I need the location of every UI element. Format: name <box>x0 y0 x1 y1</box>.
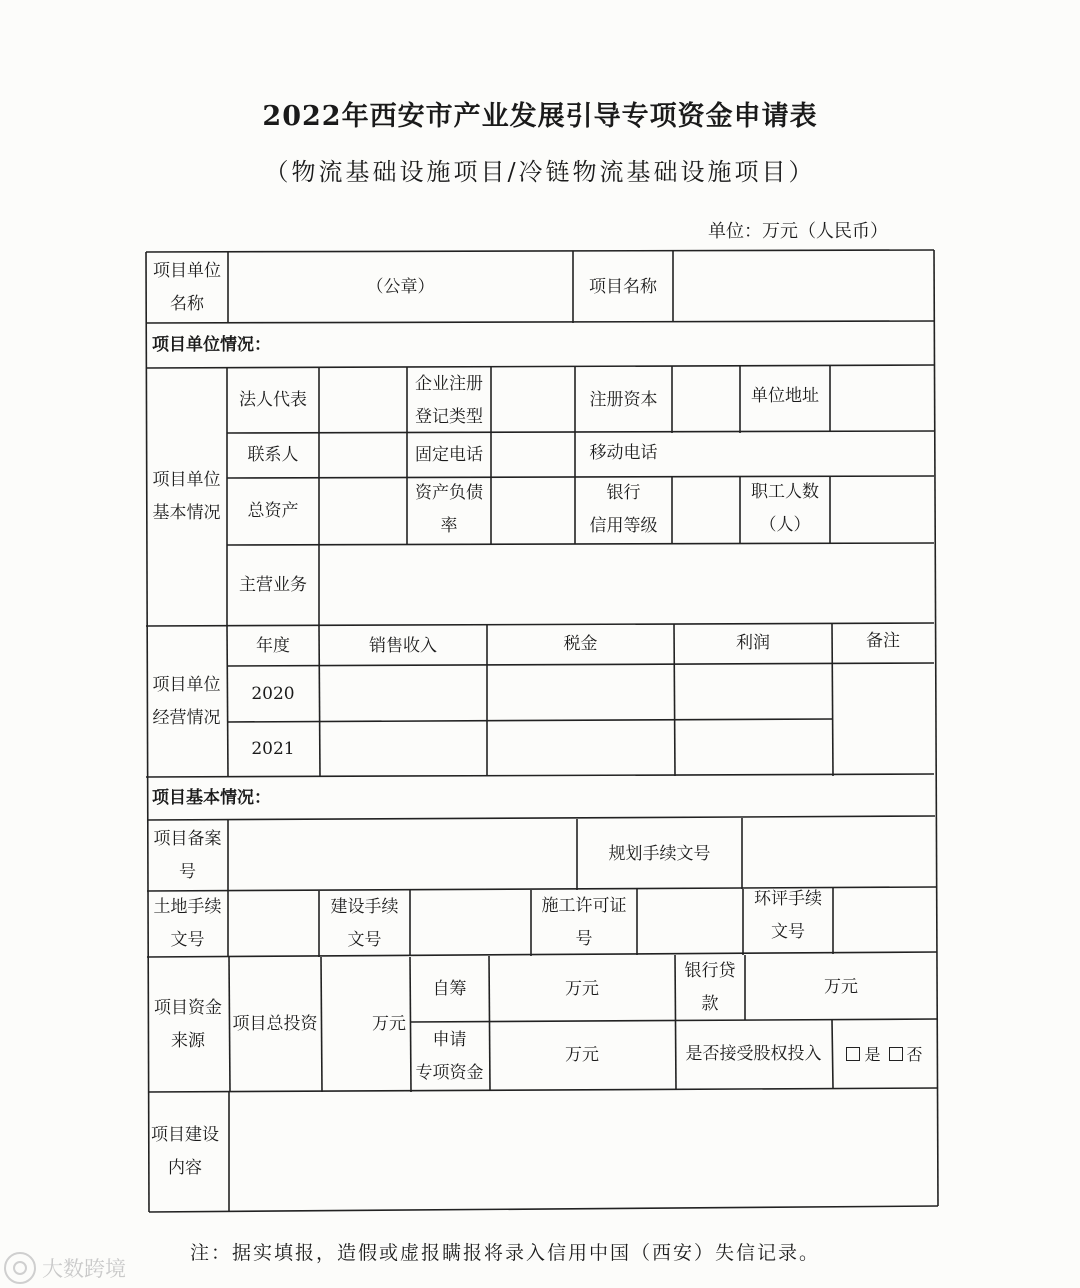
col-tax-header: 税金 <box>563 633 598 654</box>
contact-label: 联系人 <box>247 445 299 465</box>
mobile-label: 移动电话 <box>589 442 658 463</box>
planning-no-field[interactable] <box>742 818 935 888</box>
project-name-field[interactable] <box>673 252 934 322</box>
construction-no-label: 建设手续 文号 <box>330 897 399 950</box>
apply-fund-label: 申请 专项资金 <box>415 1030 484 1083</box>
content-field[interactable] <box>229 1092 938 1210</box>
credit-rating-field[interactable] <box>672 476 740 544</box>
tax-2021-field[interactable] <box>487 721 674 776</box>
contact-field[interactable] <box>319 433 407 478</box>
col-profit-header: 利润 <box>736 632 770 653</box>
construction-no-field[interactable] <box>410 890 531 956</box>
content-label: 项目建设 内容 <box>151 1125 219 1178</box>
land-no-label: 土地手续 文号 <box>153 897 222 950</box>
permit-no-label: 施工许可证 号 <box>541 896 627 949</box>
total-invest-unit: 万元 <box>372 1014 406 1034</box>
total-invest-label: 项目总投资 <box>232 1014 318 1034</box>
total-assets-field[interactable] <box>319 478 407 545</box>
equity-options <box>832 1020 937 1088</box>
bank-loan-label: 银行贷 款 <box>684 960 736 1014</box>
operations-label: 项目单位 经营情况 <box>152 674 221 728</box>
col-sales-header: 销售收入 <box>369 635 437 656</box>
page-title: 2022年西安市产业发展引导专项资金申请表 <box>262 101 818 132</box>
filing-no-field[interactable] <box>228 820 577 891</box>
option-no-label: 否 <box>906 1044 923 1064</box>
reg-type-field[interactable] <box>491 368 575 433</box>
reg-capital-label: 注册资本 <box>589 390 658 410</box>
main-business-field[interactable] <box>319 545 934 625</box>
project-name-label: 项目名称 <box>589 277 657 297</box>
equity-question-label: 是否接受股权投入 <box>685 1044 822 1064</box>
filing-no-label: 项目备案 号 <box>153 828 222 882</box>
year-2021-label: 2021 <box>251 739 295 759</box>
landline-label: 固定电话 <box>415 445 483 465</box>
watermark-logo-icon <box>4 1252 36 1284</box>
self-raised-label: 自筹 <box>432 979 467 999</box>
profit-2021-field[interactable] <box>674 720 832 775</box>
basic-info-label: 项目单位 基本情况 <box>152 470 221 523</box>
section-project-info: 项目基本情况： <box>152 788 271 808</box>
yes-checkbox[interactable] <box>846 1047 860 1061</box>
land-no-field[interactable] <box>228 891 319 957</box>
planning-no-label: 规划手续文号 <box>608 843 711 864</box>
sales-2020-field[interactable] <box>319 666 487 722</box>
tax-2020-field[interactable] <box>487 665 674 721</box>
footnote: 注：据实填报，造假或虚报瞒报将录入信用中国（西安）失信记录。 <box>190 1242 821 1264</box>
seal-placeholder: （公章） <box>366 277 435 297</box>
eia-no-field[interactable] <box>833 888 936 954</box>
landline-field[interactable] <box>491 433 575 478</box>
legal-rep-label: 法人代表 <box>239 390 307 410</box>
address-field[interactable] <box>830 366 934 432</box>
bank-loan-unit: 万元 <box>824 977 858 997</box>
year-2020-label: 2020 <box>251 683 295 704</box>
apply-fund-unit: 万元 <box>565 1045 599 1065</box>
page-subtitle: （物流基础设施项目/冷链物流基础设施项目） <box>264 158 816 186</box>
total-assets-label: 总资产 <box>247 501 299 521</box>
watermark <box>4 1252 126 1284</box>
permit-no-field[interactable] <box>637 889 743 955</box>
no-checkbox[interactable] <box>889 1047 903 1061</box>
main-business-label: 主营业务 <box>239 575 307 595</box>
sales-2021-field[interactable] <box>319 722 487 777</box>
legal-rep-field[interactable] <box>319 368 407 433</box>
reg-capital-field[interactable] <box>672 368 740 433</box>
reg-type-label: 企业注册 登记类型 <box>415 373 483 427</box>
remark-field[interactable] <box>832 663 934 774</box>
self-raised-unit: 万元 <box>565 978 599 999</box>
option-yes-label: 是 <box>864 1044 881 1064</box>
col-year-header: 年度 <box>256 635 290 656</box>
col-remark-header: 备注 <box>866 630 900 651</box>
currency-unit: 单位：万元（人民币） <box>708 221 888 242</box>
mobile-field[interactable] <box>672 431 934 477</box>
watermark-text: 大数跨境 <box>42 1257 126 1281</box>
profit-2020-field[interactable] <box>674 664 832 720</box>
employees-label: 职工人数 （人） <box>751 482 819 535</box>
credit-rating-label: 银行 信用等级 <box>589 483 658 536</box>
debt-ratio-label: 资产负债 率 <box>415 483 483 536</box>
section-unit-info: 项目单位情况： <box>152 335 271 355</box>
address-label: 单位地址 <box>751 385 819 406</box>
eia-no-label: 环评手续 文号 <box>754 889 822 942</box>
employees-field[interactable] <box>830 476 934 543</box>
funding-label: 项目资金 来源 <box>154 997 222 1051</box>
debt-ratio-field[interactable] <box>491 476 575 544</box>
unit-name-label: 项目单位 名称 <box>153 260 221 314</box>
